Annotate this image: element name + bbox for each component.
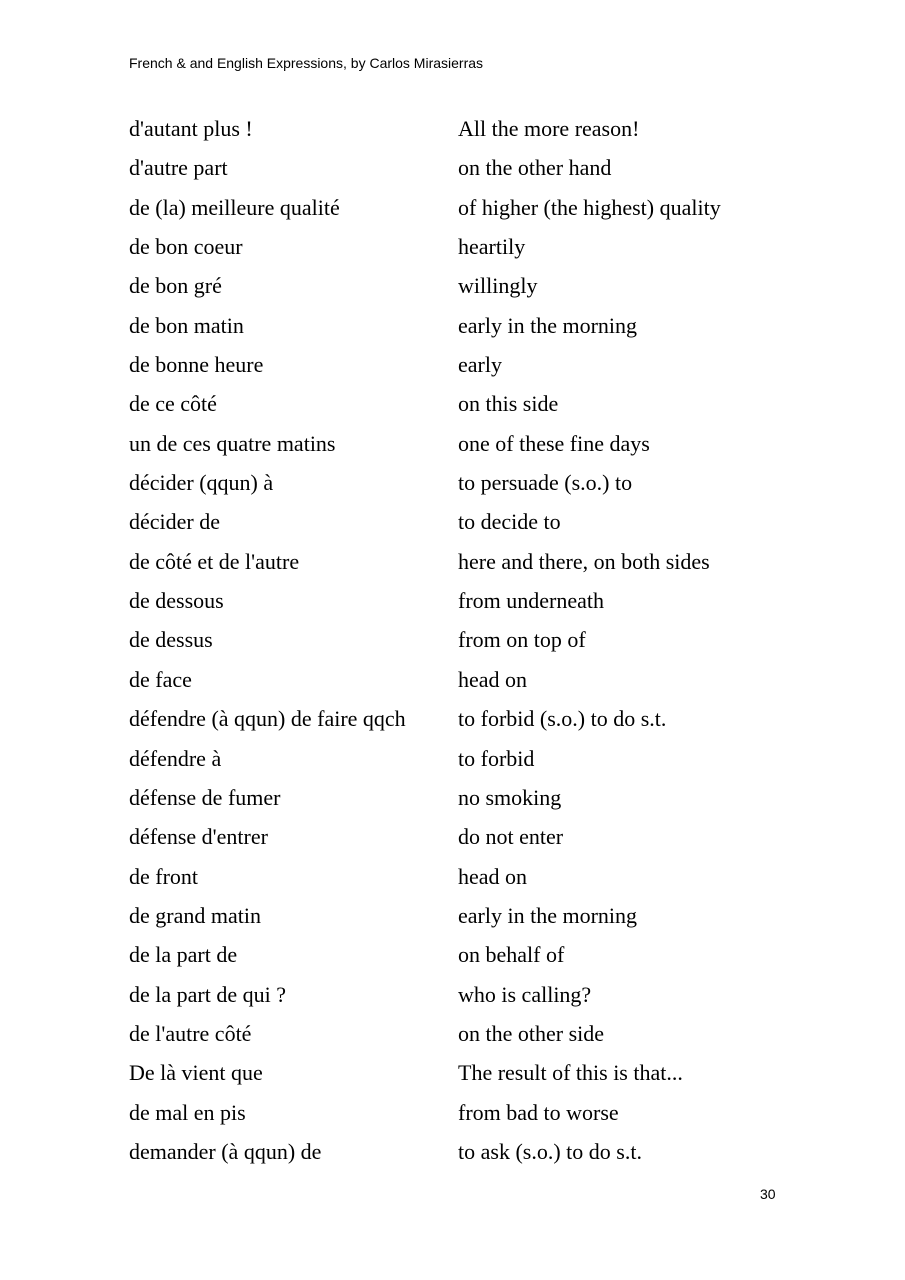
english-translation: of higher (the highest) quality xyxy=(458,194,721,220)
french-expression: de côté et de l'autre xyxy=(129,548,300,574)
french-expression: de front xyxy=(129,863,199,889)
expression-row xyxy=(129,306,829,345)
english-translation: willingly xyxy=(458,273,538,299)
running-header: French & and English Expressions, by Carlos Mirasierras xyxy=(129,55,484,71)
english-translation: early in the morning xyxy=(458,312,638,338)
english-translation: no smoking xyxy=(458,784,562,810)
english-translation: here and there, on both sides xyxy=(458,548,710,574)
english-translation: one of these fine days xyxy=(458,430,650,456)
expression-row xyxy=(129,1093,829,1132)
english-translation: on the other hand xyxy=(458,155,612,181)
expression-row xyxy=(129,660,829,699)
french-expression: de bon matin xyxy=(129,312,244,338)
expression-row xyxy=(129,739,829,778)
french-expression: de la part de qui ? xyxy=(129,981,286,1007)
english-translation: early in the morning xyxy=(458,902,638,928)
english-translation: heartily xyxy=(458,234,526,260)
expression-row xyxy=(129,227,829,266)
english-translation: on this side xyxy=(458,391,559,417)
expression-row xyxy=(129,1132,829,1171)
english-translation: to forbid (s.o.) to do s.t. xyxy=(458,706,667,732)
french-expression: de dessous xyxy=(129,588,224,614)
french-expression: décider (qqun) à xyxy=(129,470,274,496)
french-expression: demander (à qqun) de xyxy=(129,1138,322,1164)
english-translation: from on top of xyxy=(458,627,586,653)
french-expression: de l'autre côté xyxy=(129,1020,252,1046)
french-expression: de bon coeur xyxy=(129,234,243,260)
expression-row xyxy=(129,778,829,817)
french-expression: d'autant plus ! xyxy=(129,116,253,141)
expression-row xyxy=(129,1053,829,1092)
french-expression: défendre à xyxy=(129,745,222,771)
expression-row xyxy=(129,148,829,187)
english-translation: to persuade (s.o.) to xyxy=(458,470,633,496)
english-translation: to ask (s.o.) to do s.t. xyxy=(458,1138,642,1164)
expression-row xyxy=(129,188,829,227)
english-translation: on the other side xyxy=(458,1020,605,1046)
expression-row xyxy=(129,424,829,463)
expression-row xyxy=(129,109,829,148)
expression-row xyxy=(129,1014,829,1053)
french-expression: d'autre part xyxy=(129,155,228,181)
page-number: 30 xyxy=(760,1186,776,1202)
expression-row xyxy=(129,542,829,581)
french-expression: défense de fumer xyxy=(129,784,281,810)
english-translation: do not enter xyxy=(458,824,564,850)
english-translation: to forbid xyxy=(458,745,535,771)
french-expression: de (la) meilleure qualité xyxy=(129,194,340,220)
expression-row xyxy=(129,896,829,935)
expression-list xyxy=(129,109,829,1171)
expression-row xyxy=(129,935,829,974)
expression-row xyxy=(129,502,829,541)
french-expression: de ce côté xyxy=(129,391,217,417)
expression-row xyxy=(129,699,829,738)
french-expression: défendre (à qqun) de faire qqch xyxy=(129,706,406,732)
expression-row xyxy=(129,975,829,1014)
expression-row xyxy=(129,463,829,502)
french-expression: défense d'entrer xyxy=(129,824,268,850)
french-expression: de mal en pis xyxy=(129,1099,246,1125)
english-translation: from underneath xyxy=(458,588,604,614)
expression-row xyxy=(129,817,829,856)
english-translation: All the more reason! xyxy=(458,116,640,141)
french-expression: de bon gré xyxy=(129,273,222,299)
english-translation: to decide to xyxy=(458,509,561,535)
french-expression: de la part de xyxy=(129,942,238,968)
french-expression: de dessus xyxy=(129,627,213,653)
english-translation: on behalf of xyxy=(458,942,565,968)
english-translation: early xyxy=(458,352,502,378)
expression-row xyxy=(129,581,829,620)
english-translation: head on xyxy=(458,863,528,889)
french-expression: décider de xyxy=(129,509,220,535)
expression-row xyxy=(129,345,829,384)
french-expression: un de ces quatre matins xyxy=(129,430,336,456)
expression-row xyxy=(129,620,829,659)
french-expression: de grand matin xyxy=(129,902,261,928)
french-expression: de face xyxy=(129,666,192,692)
expression-row xyxy=(129,857,829,896)
english-translation: who is calling? xyxy=(458,981,592,1007)
english-translation: head on xyxy=(458,666,528,692)
english-translation: The result of this is that... xyxy=(458,1060,683,1086)
expression-row xyxy=(129,384,829,423)
french-expression: de bonne heure xyxy=(129,352,264,378)
expression-row xyxy=(129,266,829,305)
english-translation: from bad to worse xyxy=(458,1099,619,1125)
french-expression: De là vient que xyxy=(129,1060,263,1086)
